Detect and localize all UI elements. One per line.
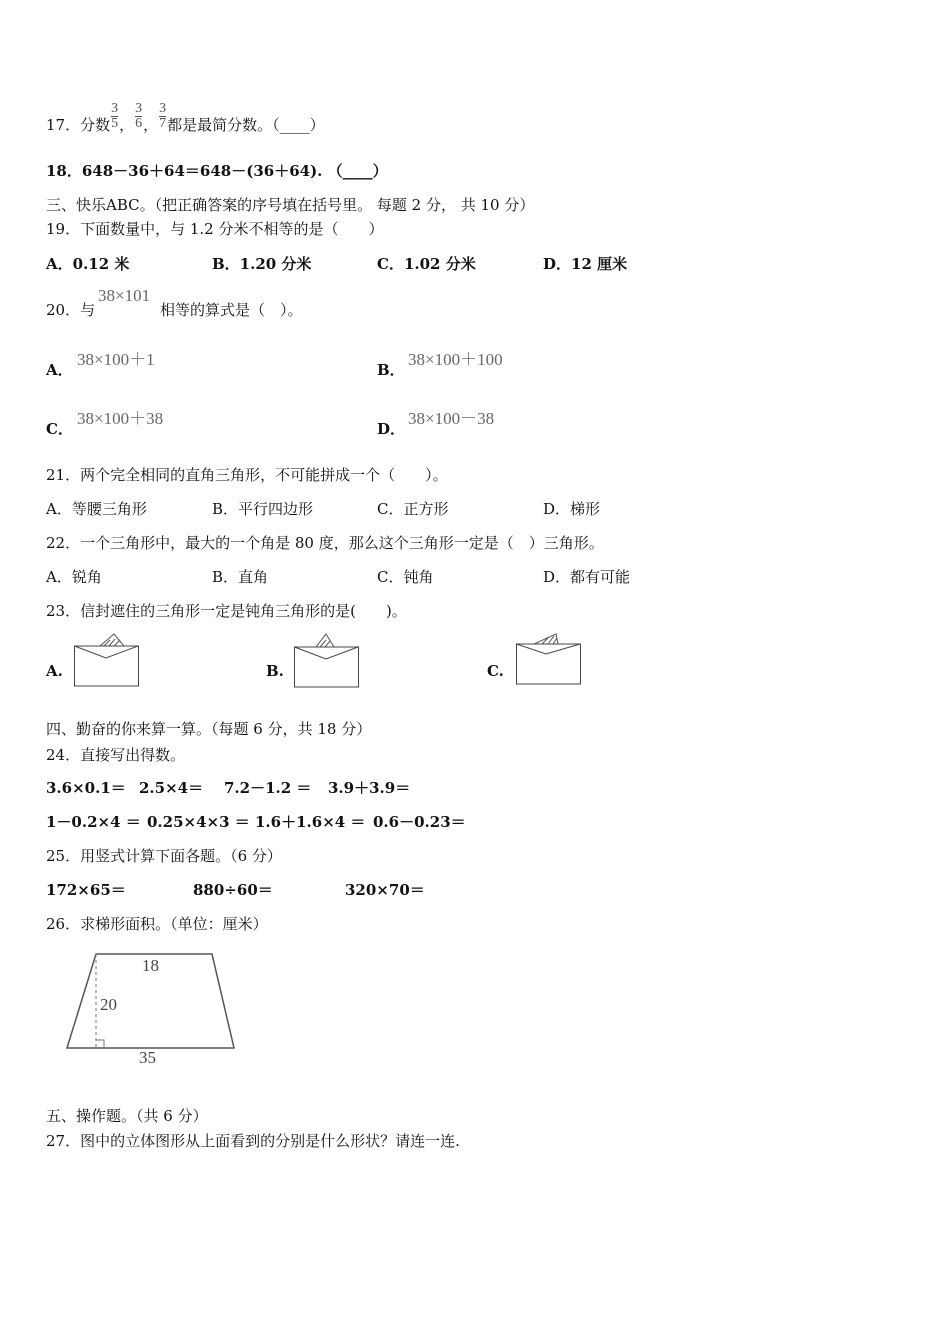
- question-18: 18．648－36＋64＝648－(36＋64). （____）: [46, 162, 388, 180]
- trapezoid-height-label: 20: [100, 995, 117, 1014]
- num: 3: [135, 100, 143, 116]
- q22-option-d: D．都有可能: [543, 568, 631, 586]
- q20-label-c: C．: [46, 420, 73, 438]
- q21-option-c: C．正方形: [377, 500, 449, 518]
- calc-item: 3.6×0.1＝: [46, 779, 126, 797]
- q20-expression: 38×101: [98, 286, 151, 305]
- q22-option-c: C．钝角: [377, 568, 434, 586]
- q20-option-d: 38×100－38: [408, 409, 495, 428]
- fraction-3-6: [135, 102, 142, 131]
- question-19: 19．下面数量中，与 1.2 分米不相等的是（ ）: [46, 220, 384, 238]
- calc-item: 1.6＋1.6×4 ＝: [255, 813, 366, 831]
- calc-item: 172×65＝: [46, 881, 126, 899]
- section-3-title: 三、快乐ABC。（把正确答案的序号填在括号里。 每题 2 分， 共 10 分）: [46, 196, 535, 214]
- q20-option-c: 38×100＋38: [77, 409, 164, 428]
- envelope-c-figure: [516, 632, 582, 688]
- section-4-title: 四、勤奋的你来算一算。（每题 6 分，共 18 分）: [46, 720, 372, 738]
- question-27: 27．图中的立体图形从上面看到的分别是什么形状？请连一连.: [46, 1132, 460, 1150]
- calc-item: 2.5×4＝: [139, 779, 204, 797]
- calc-item: 0.25×4×3 ＝: [147, 813, 250, 831]
- question-21: 21．两个完全相同的直角三角形，不可能拼成一个（ ）。: [46, 466, 448, 484]
- num: 3: [111, 100, 119, 116]
- calc-item: 7.2－1.2 ＝: [224, 779, 312, 797]
- calc-item: 0.6－0.23＝: [373, 813, 466, 831]
- den: 5: [111, 115, 119, 131]
- q20-option-b: 38×100＋100: [408, 350, 503, 369]
- q19-option-a: A．0.12 米: [46, 255, 130, 273]
- q21-option-d: D．梯形: [543, 500, 601, 518]
- q23-label-b: B.: [266, 662, 284, 680]
- q20-label-b: B．: [377, 361, 405, 379]
- question-17: [46, 100, 325, 135]
- q20-option-a: 38×100＋1: [77, 350, 155, 369]
- q21-option-b: B．平行四边形: [212, 500, 314, 518]
- section-5-title: 五、操作题。（共 6 分）: [46, 1107, 208, 1125]
- question-26: 26．求梯形面积。（单位：厘米）: [46, 915, 268, 933]
- q17-prefix: 17．分数: [46, 116, 111, 134]
- envelope-b-figure: [294, 632, 360, 688]
- fraction-3-7: [159, 102, 166, 131]
- q22-option-a: A．锐角: [46, 568, 102, 586]
- den: 6: [135, 115, 143, 131]
- q23-label-a: A.: [46, 662, 63, 680]
- question-24: 24．直接写出得数。: [46, 746, 186, 764]
- sep: ，: [119, 116, 135, 134]
- den: 7: [159, 115, 167, 131]
- question-20-post: 相等的算式是（ ）。: [160, 301, 303, 319]
- sep: ，: [143, 116, 159, 134]
- q19-option-b: B．1.20 分米: [212, 255, 312, 273]
- q20-label-a: A．: [46, 361, 73, 379]
- question-23: 23．信封遮住的三角形一定是钝角三角形的是( )。: [46, 602, 407, 620]
- question-22: 22．一个三角形中，最大的一个角是 80 度，那么这个三角形一定是（ ）三角形。: [46, 534, 604, 552]
- q20-label-d: D．: [377, 420, 406, 438]
- q23-label-c: C.: [487, 662, 504, 680]
- calc-item: 3.9＋3.9＝: [328, 779, 411, 797]
- q19-option-c: C．1.02 分米: [377, 255, 476, 273]
- trapezoid-bottom-label: 35: [139, 1048, 156, 1067]
- trapezoid-top-label: 18: [142, 956, 159, 975]
- question-20-pre: 20．与: [46, 301, 96, 319]
- envelope-a-figure: [74, 632, 140, 688]
- q22-option-b: B．直角: [212, 568, 269, 586]
- calc-item: 880÷60＝: [193, 881, 273, 899]
- q21-option-a: A．等腰三角形: [46, 500, 147, 518]
- q17-suffix: 都是最简分数。（____）: [167, 116, 325, 134]
- calc-item: 320×70＝: [345, 881, 425, 899]
- question-25: 25．用竖式计算下面各题。（6 分）: [46, 847, 282, 865]
- calc-item: 1－0.2×4 ＝: [46, 813, 141, 831]
- fraction-3-5: [111, 102, 118, 131]
- num: 3: [159, 100, 167, 116]
- q19-option-d: D．12 厘米: [543, 255, 628, 273]
